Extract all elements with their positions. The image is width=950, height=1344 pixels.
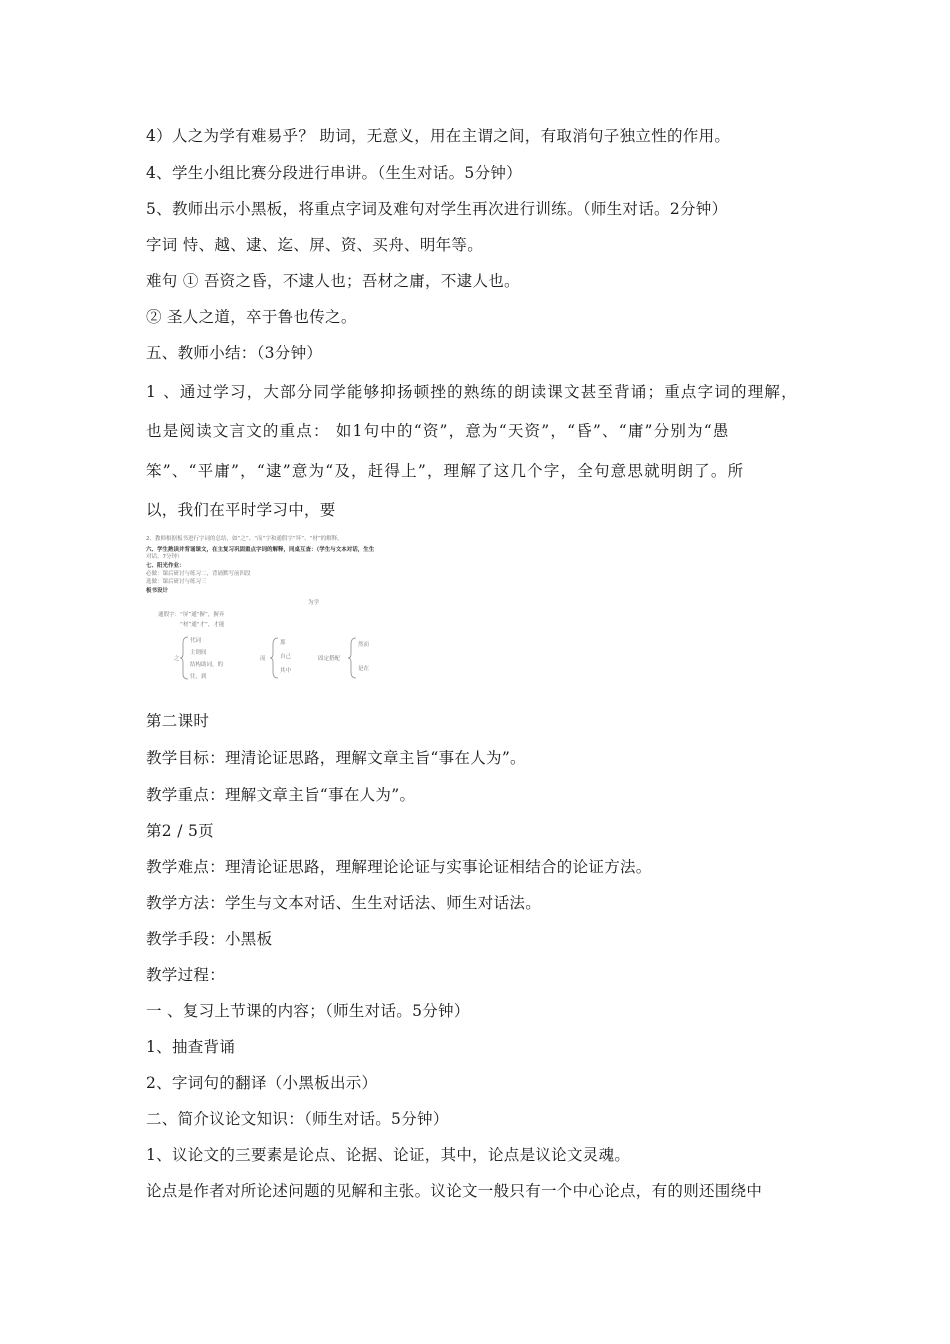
text-line-13: 教学目标：理清论证思路，理解文章主旨“事在人为”。	[146, 749, 526, 767]
section-heading-second-lesson: 第二课时	[146, 712, 210, 730]
text-line-22: 2、字词句的翻译（小黑板出示）	[146, 1074, 378, 1092]
board-tongjia-2: “材”通“才”，才能	[180, 622, 225, 628]
embedded-board-design-image	[146, 534, 446, 682]
board-er-label: 而	[260, 656, 266, 662]
board-zhi-item-1: 代词	[190, 638, 202, 644]
board-zhi-label: 之	[174, 656, 180, 662]
text-line-8: 1 、通过学习，大部分同学能够抑扬顿挫的熟练的朗读课文甚至背诵；重点字词的理解，	[146, 383, 798, 401]
board-gudingdapei-item-1: 然而	[358, 642, 370, 648]
text-line-21: 1、抽查背诵	[146, 1038, 236, 1056]
text-line-20: 一 、复习上节课的内容；（师生对话。5分钟）	[146, 1002, 470, 1020]
board-er-item-1: 那	[280, 640, 286, 646]
text-line-4: 字词 恃、越、逮、迄、屏、资、买舟、明年等。	[146, 236, 484, 254]
text-line-17: 教学方法：学生与文本对话、生生对话法、师生对话法。	[146, 894, 542, 912]
fig-row-4: 七、阳光作业：	[146, 563, 185, 569]
text-line-9: 也是阅读文言文的重点： 如1句中的“资”，意为“天资”，“昏”、“庸”分别为“愚	[146, 422, 730, 440]
text-line-18: 教学手段：小黑板	[146, 930, 273, 948]
text-line-5: 难句 ① 吾资之昏，不逮人也；吾材之庸，不逮人也。	[146, 272, 520, 290]
board-er-item-2: 自己	[280, 654, 292, 660]
board-zhi-item-3: 结构助词，的	[190, 662, 224, 668]
text-line-2: 4、学生小组比赛分段进行串讲。（生生对话。5分钟）	[146, 164, 522, 182]
text-line-14: 教学重点：理解文章主旨“事在人为”。	[146, 786, 416, 804]
board-zhi-item-2: 主谓间	[190, 650, 207, 656]
board-design-svg	[146, 534, 446, 682]
er-brace	[270, 638, 278, 678]
text-line-16: 教学难点：理清论证思路，理解理论论证与实事论证相结合的论证方法。	[146, 858, 652, 876]
zhi-brace	[180, 637, 188, 679]
text-line-19: 教学过程：	[146, 966, 226, 984]
board-gudingdapei-item-2: 是在	[358, 666, 370, 672]
text-line-11: 以，我们在平时学习中，要	[146, 501, 336, 519]
gudingdapei-brace	[348, 638, 356, 678]
board-gudingdapei-label: 固定搭配	[318, 656, 341, 662]
board-zhi-item-4: 往，到	[190, 674, 207, 680]
text-line-24: 1、议论文的三要素是论点、论据、论证，其中，论点是议论文灵魂。	[146, 1146, 631, 1164]
text-line-10: 笨”、“平庸”，“逮”意为“及，赶得上”，理解了这几个字，全句意思就明朗了。所	[146, 462, 745, 480]
board-title: 为学	[308, 600, 320, 606]
fig-row-1: 2、教师根据板书进行字词的总结，如“之”、“而”字和通假字“坏”、“材”的解释。	[146, 536, 343, 542]
text-line-6: ② 圣人之道，卒于鲁也传之。	[146, 308, 357, 326]
page-number: 第2 / 5页	[146, 822, 214, 840]
board-er-item-3: 其中	[280, 668, 292, 674]
text-line-1: 4）人之为学有难易乎？ 助词，无意义，用在主谓之间，有取消句子独立性的作用。	[146, 127, 731, 145]
fig-row-5: 必做：课后研讨与练习二，背诵默写前四段	[146, 571, 251, 577]
section-heading-summary: 五、教师小结：（3分钟）	[146, 344, 323, 362]
text-line-25: 论点是作者对所论述问题的见解和主张。议论文一般只有一个中心论点，有的则还围绕中	[146, 1182, 763, 1200]
text-line-23: 二、简介议论文知识：（师生对话。5分钟）	[146, 1110, 449, 1128]
fig-row-2: 六、学生熟读并背诵课文，在主复习巩固重点字词的解释，同桌互查：（学生与文本对话，生生	[146, 547, 375, 553]
fig-row-7: 板书设计	[146, 588, 169, 594]
fig-row-3: 对话。7分钟）	[146, 554, 183, 560]
board-tongjia-1: 通假字：“屏”通“摒”，摒弃	[158, 612, 225, 618]
fig-row-6: 选做：课后研讨与练习三	[146, 579, 207, 585]
text-line-3: 5、教师出示小黑板，将重点字词及难句对学生再次进行训练。（师生对话。2分钟）	[146, 200, 728, 218]
